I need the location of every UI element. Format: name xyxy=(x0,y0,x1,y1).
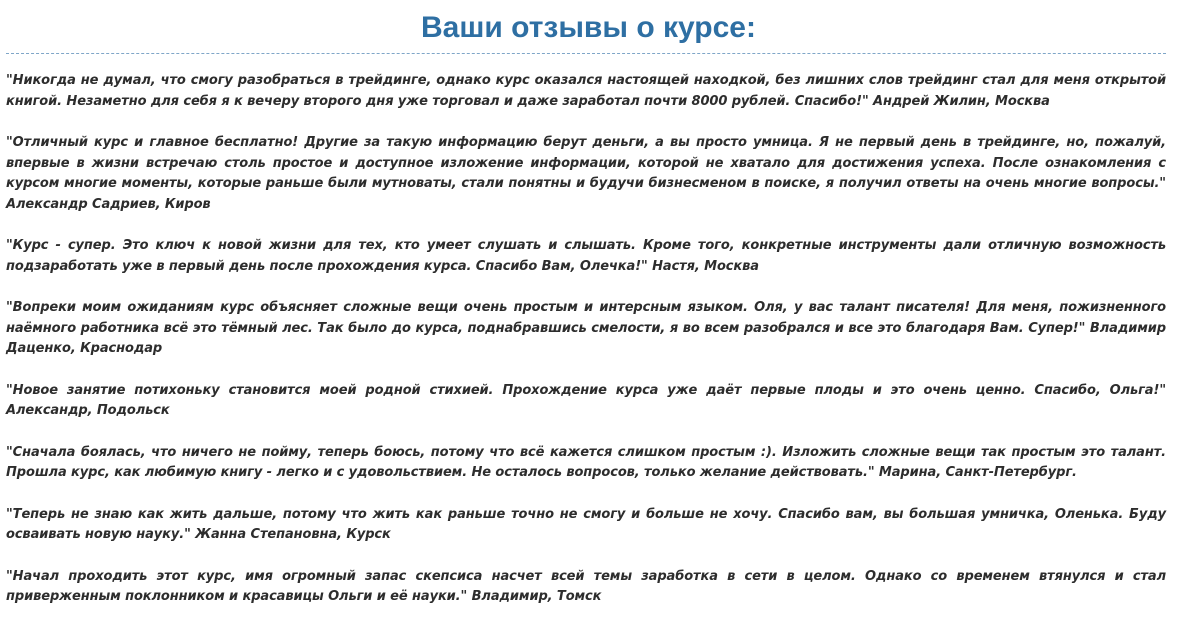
review-item: "Теперь не знаю как жить дальше, потому что жить как раньше точно не смогу и больше не хочу. Спасибо вам, вы большая умничка, Оленька. Буду осваивать новую науку." Жанна Степановна, Курск xyxy=(6,506,1166,542)
review-item: "Начал проходить этот курс, имя огромный запас скепсиса насчет всей темы заработка в сети в целом. Однако со временем втянулся и стал приверженным поклонником и красавицы Ольги и её науки." Владимир, Томск xyxy=(6,568,1166,604)
review-item: "Курс - супер. Это ключ к новой жизни для тех, кто умеет слушать и слышать. Кроме того, конкретные инструменты дали отличную возможность подзаработать уже в первый день после прохождения курса. Спасибо Вам, Олечка!" Настя, Москва xyxy=(6,238,1166,274)
review-item: "Отличный курс и главное бесплатно! Другие за такую информацию берут деньги, а вы просто умница. Я не первый день в трейдинге, но, пожалуй, впервые в жизни встречаю столь простое и доступное изложение информации, которой не хватало для достижения успеха. После ознакомления с курсом многие моменты, которые раньше были мутноваты, стали понятны и будучи бизнесменом в поиске, я получил ответы на очень многие вопросы." Александр Садриев, Киров xyxy=(6,135,1166,212)
reviews-list xyxy=(6,71,1166,629)
dashed-divider xyxy=(6,53,1166,54)
page-title: Ваши отзывы о курсе: xyxy=(421,11,756,44)
review-item: "Никогда не думал, что смогу разобраться в трейдинге, однако курс оказался настоящей находкой, без лишних слов трейдинг стал для меня открытой книгой. Незаметно для себя я к вечеру второго дня уже торговал и даже заработал почти 8000 рублей. Спасибо!" Андрей Жилин, Москва xyxy=(6,73,1166,109)
review-item: "Сначала боялась, что ничего не пойму, теперь боюсь, потому что всё кажется слишком простым :). Изложить сложные вещи так простым это талант. Прошла курс, как любимую книгу - легко и с удовольствием. Не осталось вопросов, только желание действовать." Марина, Санкт-Петербург. xyxy=(6,444,1166,480)
review-item: "Вопреки моим ожиданиям курс объясняет сложные вещи очень простым и интерсным языком. Оля, у вас талант писателя! Для меня, пожизненного наёмного работника всё это тёмный лес. Так было до курса, поднабравшись смелости, я во всем разобрался и все это благодаря Вам. Супер!" Владимир Даценко, Краснодар xyxy=(6,300,1166,356)
review-item: "Новое занятие потихоньку становится моей родной стихией. Прохождение курса уже даёт первые плоды и это очень ценно. Спасибо, Ольга!" Александр, Подольск xyxy=(6,382,1166,418)
